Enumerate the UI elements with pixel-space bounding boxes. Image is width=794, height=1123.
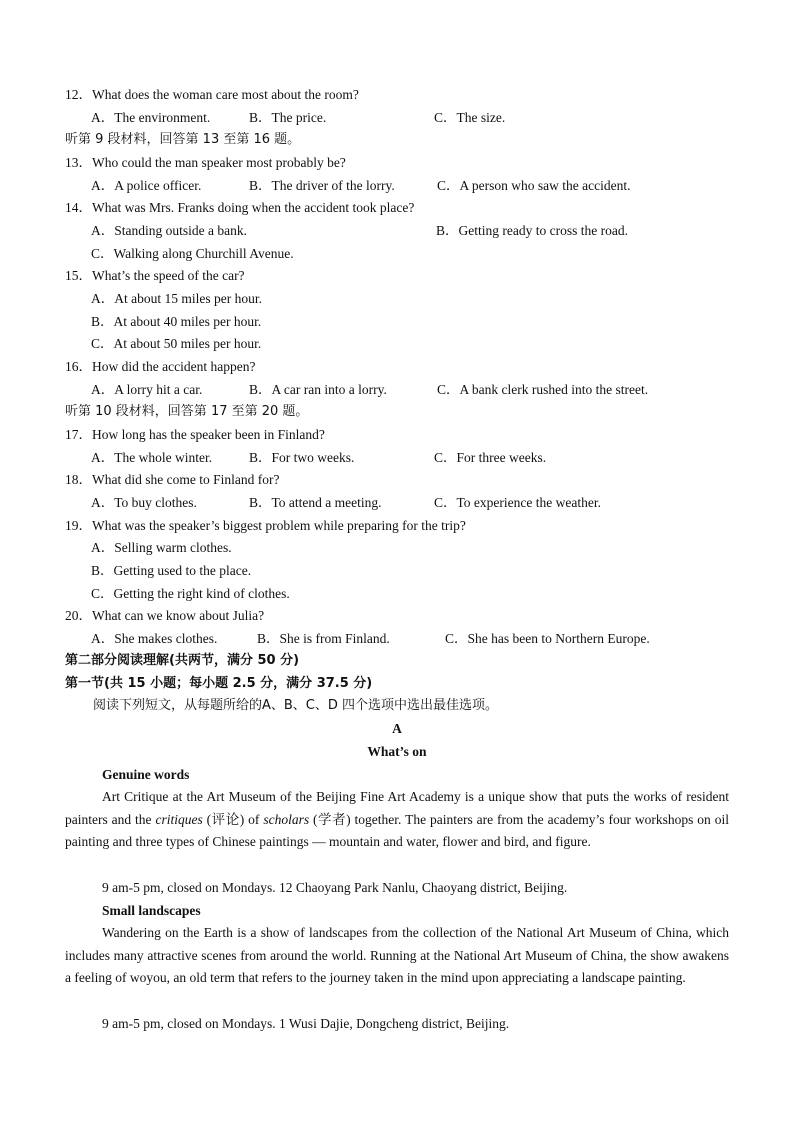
critiques-term: critiques <box>155 811 203 827</box>
question-19-option-c: C．Getting the right kind of clothes. <box>91 586 290 601</box>
scholars-gloss: (学者) <box>309 811 351 827</box>
question-20-option-b: B．She is from Finland. <box>257 631 390 646</box>
question-14-stem: 14．What was Mrs. Franks doing when the accident took place? <box>65 200 415 215</box>
question-17-option-c: C．For three weeks. <box>434 450 547 465</box>
question-13-option-a: A．A police officer. <box>91 178 202 193</box>
question-19-option-b: B．Getting used to the place. <box>91 563 252 578</box>
question-15-option-c: C．At about 50 miles per hour. <box>91 336 262 351</box>
section-1-heading: 第一节(共 15 小题；每小题 2.5 分，满分 37.5 分) <box>65 676 373 691</box>
question-16-option-b: B．A car ran into a lorry. <box>249 382 387 397</box>
section-9-instruction: 听第 9 段材料，回答第 13 至第 16 题。 <box>65 132 301 147</box>
item-1-info: 9 am-5 pm, closed on Mondays. 12 Chaoyang Park Nanlu, Chaoyang district, Beijing. <box>102 880 568 895</box>
item-1-heading: Genuine words <box>102 767 190 782</box>
question-20-option-c: C．She has been to Northern Europe. <box>445 631 650 646</box>
question-14-option-a: A．Standing outside a bank. <box>91 223 247 238</box>
question-12-option-c: C．The size. <box>434 110 506 125</box>
question-18-stem: 18．What did she come to Finland for? <box>65 472 280 487</box>
question-15-option-b: B．At about 40 miles per hour. <box>91 314 262 329</box>
item-1-text-part-2: together. The painters are from the academy’s four workshops on oil painting and three types of Chinese paintings — mountain and water, flower and bird, and figure. <box>65 811 729 850</box>
question-14-option-b: B．Getting ready to cross the road. <box>436 223 628 238</box>
question-17-stem: 17．How long has the speaker been in Finland? <box>65 427 325 442</box>
question-18-option-a: A．To buy clothes. <box>91 495 197 510</box>
question-17-option-a: A．The whole winter. <box>91 450 213 465</box>
scholars-term: scholars <box>263 811 310 827</box>
part-2-heading: 第二部分阅读理解(共两节，满分 50 分) <box>65 653 300 668</box>
reading-instruction: 阅读下列短文，从每题所给的A、B、C、D 四个选项中选出最佳选项。 <box>93 698 499 713</box>
question-13-option-b: B．The driver of the lorry. <box>249 178 395 193</box>
question-19-option-a: A．Selling warm clothes. <box>91 540 232 555</box>
question-15-stem: 15．What’s the speed of the car? <box>65 268 245 283</box>
question-16-stem: 16．How did the accident happen? <box>65 359 256 374</box>
passage-title: What’s on <box>367 744 427 759</box>
item-1-paragraph <box>65 786 729 854</box>
question-19-stem: 19．What was the speaker’s biggest problem while preparing for the trip? <box>65 518 466 533</box>
item-2-info: 9 am-5 pm, closed on Mondays. 1 Wusi Dajie, Dongcheng district, Beijing. <box>102 1016 510 1031</box>
item-1-text-part-1: Art Critique at the Art Museum of the Beijing Fine Art Academy is a unique show that puts the works of resident painters and the <box>65 789 729 827</box>
question-20-option-a: A．She makes clothes. <box>91 631 218 646</box>
question-13-stem: 13．Who could the man speaker most probably be? <box>65 155 346 170</box>
question-16-option-a: A．A lorry hit a car. <box>91 382 203 397</box>
item-2-heading: Small landscapes <box>102 903 201 918</box>
passage-letter: A <box>392 721 402 736</box>
section-10-instruction: 听第 10 段材料，回答第 17 至第 20 题。 <box>65 404 309 419</box>
question-14-option-c: C．Walking along Churchill Avenue. <box>91 246 294 261</box>
question-18-option-c: C．To experience the weather. <box>434 495 601 510</box>
question-17-option-b: B．For two weeks. <box>249 450 355 465</box>
question-15-option-a: A．At about 15 miles per hour. <box>91 291 262 306</box>
item-2-paragraph: Wandering on the Earth is a show of landscapes from the collection of the National Art Museum of China, which includes many attractive scenes from around the world. Running at the National Art Museum of China, the show awakens a feeling of woyou, an old term that refers to the journey taken in the mind upon appreciating a landscape painting. <box>65 925 729 986</box>
question-16-option-c: C．A bank clerk rushed into the street. <box>437 382 649 397</box>
question-13-option-c: C．A person who saw the accident. <box>437 178 631 193</box>
question-12-option-a: A．The environment. <box>91 110 211 125</box>
critiques-gloss: (评论) of <box>202 811 264 827</box>
question-12-stem: 12．What does the woman care most about the room? <box>65 87 359 102</box>
question-20-stem: 20．What can we know about Julia? <box>65 608 265 623</box>
question-12-option-b: B．The price. <box>249 110 327 125</box>
question-18-option-b: B．To attend a meeting. <box>249 495 382 510</box>
